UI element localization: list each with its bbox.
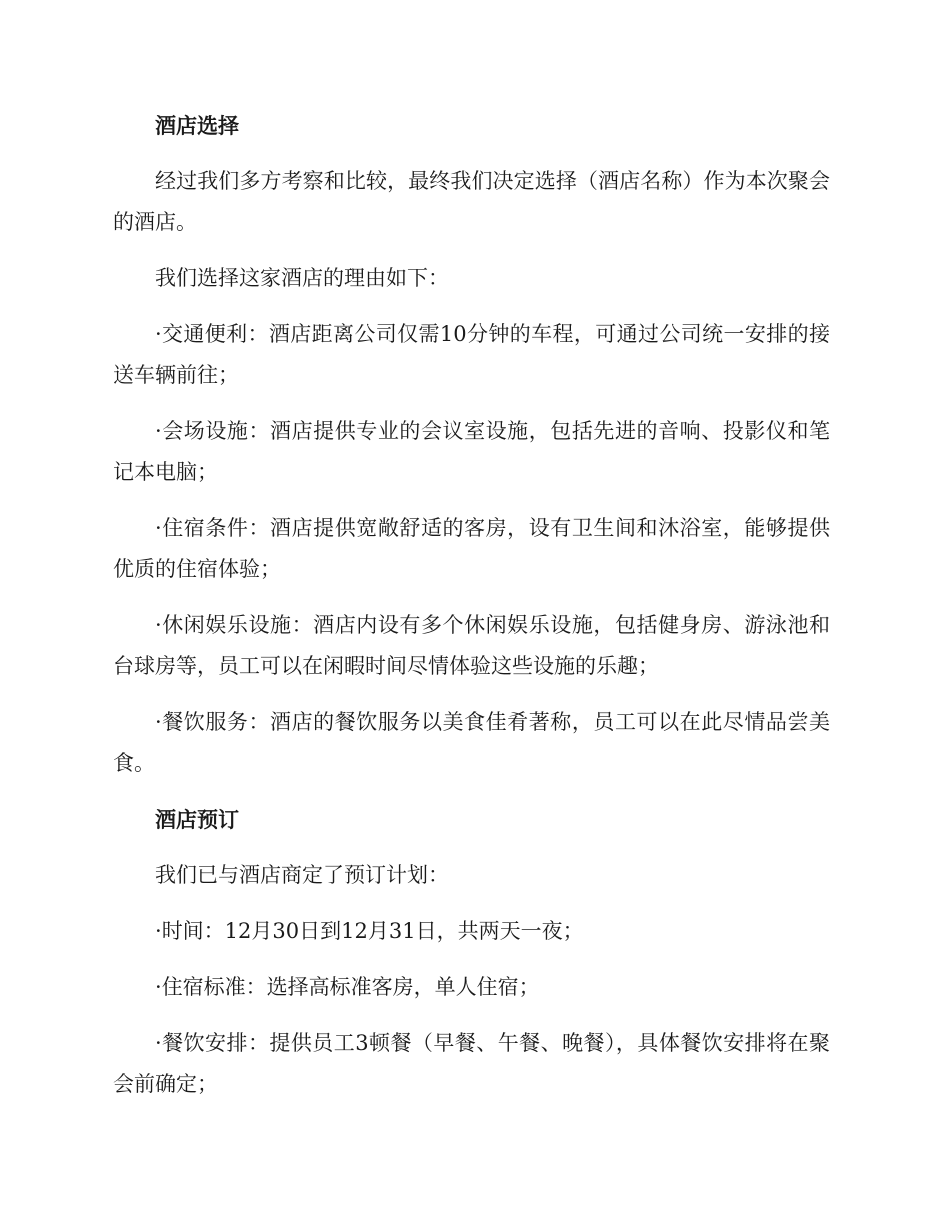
booking-text: 餐饮安排：提供员工3顿餐（早餐、午餐、晚餐），具体餐饮安排将在聚会前确定； <box>113 1031 830 1096</box>
booking-text: 时间：12月30日到12月31日，共两天一夜； <box>161 919 584 943</box>
reason-text: 餐饮服务：酒店的餐饮服务以美食佳肴著称，员工可以在此尽情品尝美食。 <box>113 710 830 775</box>
booking-item <box>113 1023 830 1105</box>
bullet-icon: · <box>155 516 162 540</box>
bullet-icon: · <box>155 419 162 443</box>
bullet-icon: · <box>155 919 162 943</box>
booking-item <box>113 967 830 1008</box>
booking-item <box>113 911 830 952</box>
bullet-icon: · <box>155 322 162 346</box>
hotel-selection-intro: 经过我们多方考察和比较，最终我们决定选择（酒店名称）作为本次聚会的酒店。 <box>113 169 830 234</box>
reason-item <box>113 702 830 784</box>
reason-text: 住宿条件：酒店提供宽敞舒适的客房，设有卫生间和沐浴室，能够提供优质的住宿体验； <box>113 516 830 581</box>
section-heading-hotel-selection: 酒店选择 <box>155 113 239 138</box>
document-body <box>113 105 830 1120</box>
bullet-icon: · <box>155 710 162 734</box>
reason-item <box>113 411 830 493</box>
reason-text: 会场设施：酒店提供专业的会议室设施，包括先进的音响、投影仪和笔记本电脑； <box>113 419 830 484</box>
reason-item <box>113 314 830 396</box>
reason-text: 交通便利：酒店距离公司仅需10分钟的车程，可通过公司统一安排的接送车辆前往； <box>113 322 830 387</box>
booking-text: 住宿标准：选择高标准客房，单人住宿； <box>161 975 540 999</box>
bullet-icon: · <box>155 1031 162 1055</box>
reason-item <box>113 605 830 687</box>
section-heading-hotel-booking: 酒店预订 <box>155 807 239 832</box>
bullet-icon: · <box>155 975 162 999</box>
reason-text: 休闲娱乐设施：酒店内设有多个休闲娱乐设施，包括健身房、游泳池和台球房等，员工可以在闲暇时间尽情体验这些设施的乐趣； <box>113 613 830 678</box>
reason-item <box>113 508 830 590</box>
reasons-lead: 我们选择这家酒店的理由如下： <box>155 266 449 290</box>
hotel-booking-intro: 我们已与酒店商定了预订计划： <box>155 863 449 887</box>
bullet-icon: · <box>155 613 162 637</box>
